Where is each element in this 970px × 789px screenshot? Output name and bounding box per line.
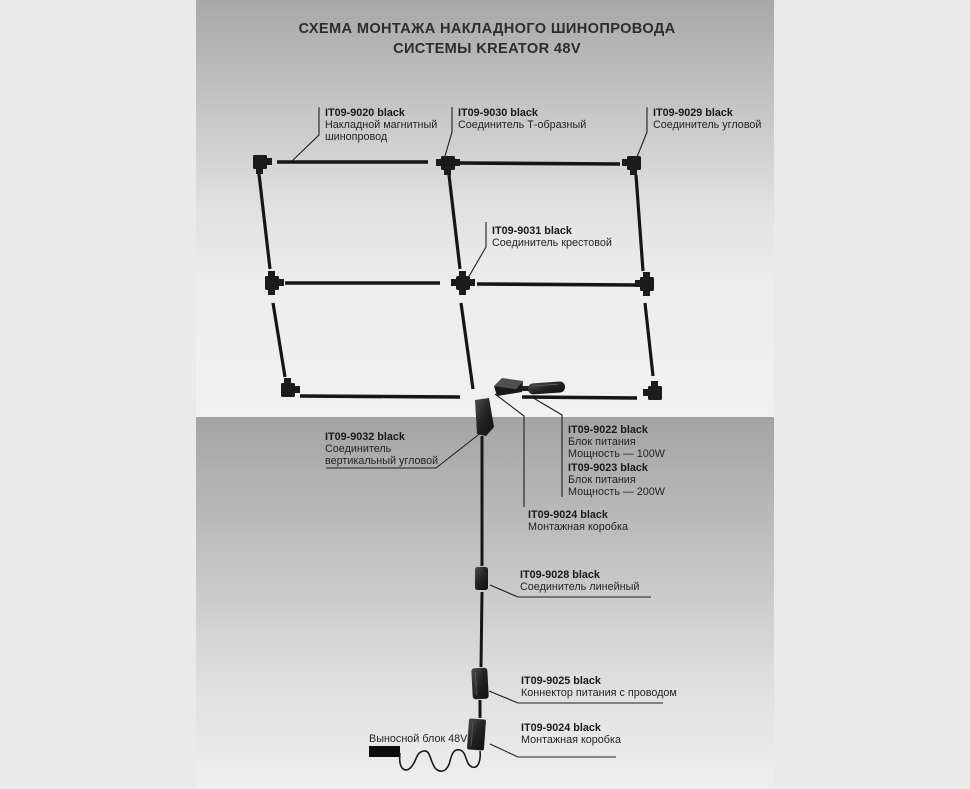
mounting-box-mid-code: IT09-9024 black: [528, 509, 608, 521]
linear-connector-code: IT09-9028 black: [520, 569, 600, 581]
linear-connector-desc: Соединитель линейный: [520, 581, 640, 593]
power-connector-desc: Коннектор питания с проводом: [521, 687, 677, 699]
track-desc-2: шинопровод: [325, 131, 388, 143]
psu-200-desc-1: Блок питания: [568, 474, 636, 486]
page-title-line2: СИСТЕМЫ KREATOR 48V: [393, 41, 581, 57]
linear-connector-icon: [475, 567, 488, 590]
cross-connector-code: IT09-9031 black: [492, 225, 572, 237]
psu-100-desc-2: Мощность — 100W: [568, 448, 665, 460]
power-connector-icon: [471, 668, 489, 700]
remote-power-block-icon: [369, 746, 400, 757]
psu-200-desc-2: Мощность — 200W: [568, 486, 665, 498]
mounting-box-wall-icon: [467, 718, 486, 750]
t-connector-desc: Соединитель Т-образный: [458, 119, 587, 131]
mounting-box-mid-desc: Монтажная коробка: [528, 521, 628, 533]
scheme-photo-area: [196, 0, 774, 789]
track-code: IT09-9020 black: [325, 107, 405, 119]
page-title-line1: СХЕМА МОНТАЖА НАКЛАДНОГО ШИНОПРОВОДА: [298, 21, 676, 37]
diagram-canvas: [196, 0, 774, 789]
psu-200-code: IT09-9023 black: [568, 462, 648, 474]
track-desc-1: Накладной магнитный: [325, 119, 438, 131]
mounting-box-bottom-code: IT09-9024 black: [521, 722, 601, 734]
vertical-corner-code: IT09-9032 black: [325, 431, 405, 443]
power-connector-code: IT09-9025 black: [521, 675, 601, 687]
t-connector-code: IT09-9030 black: [458, 107, 538, 119]
corner-connector-desc: Соединитель угловой: [653, 119, 762, 131]
psu-100-desc-1: Блок питания: [568, 436, 636, 448]
psu-100-code: IT09-9022 black: [568, 424, 648, 436]
mounting-box-bottom-desc: Монтажная коробка: [521, 734, 621, 746]
corner-connector-code: IT09-9029 black: [653, 107, 733, 119]
vertical-corner-desc-2: вертикальный угловой: [325, 455, 439, 467]
cross-connector-desc: Соединитель крестовой: [492, 237, 612, 249]
remote-block-label: Выносной блок 48V: [369, 733, 468, 745]
vertical-corner-desc-1: Соединитель: [325, 443, 392, 455]
